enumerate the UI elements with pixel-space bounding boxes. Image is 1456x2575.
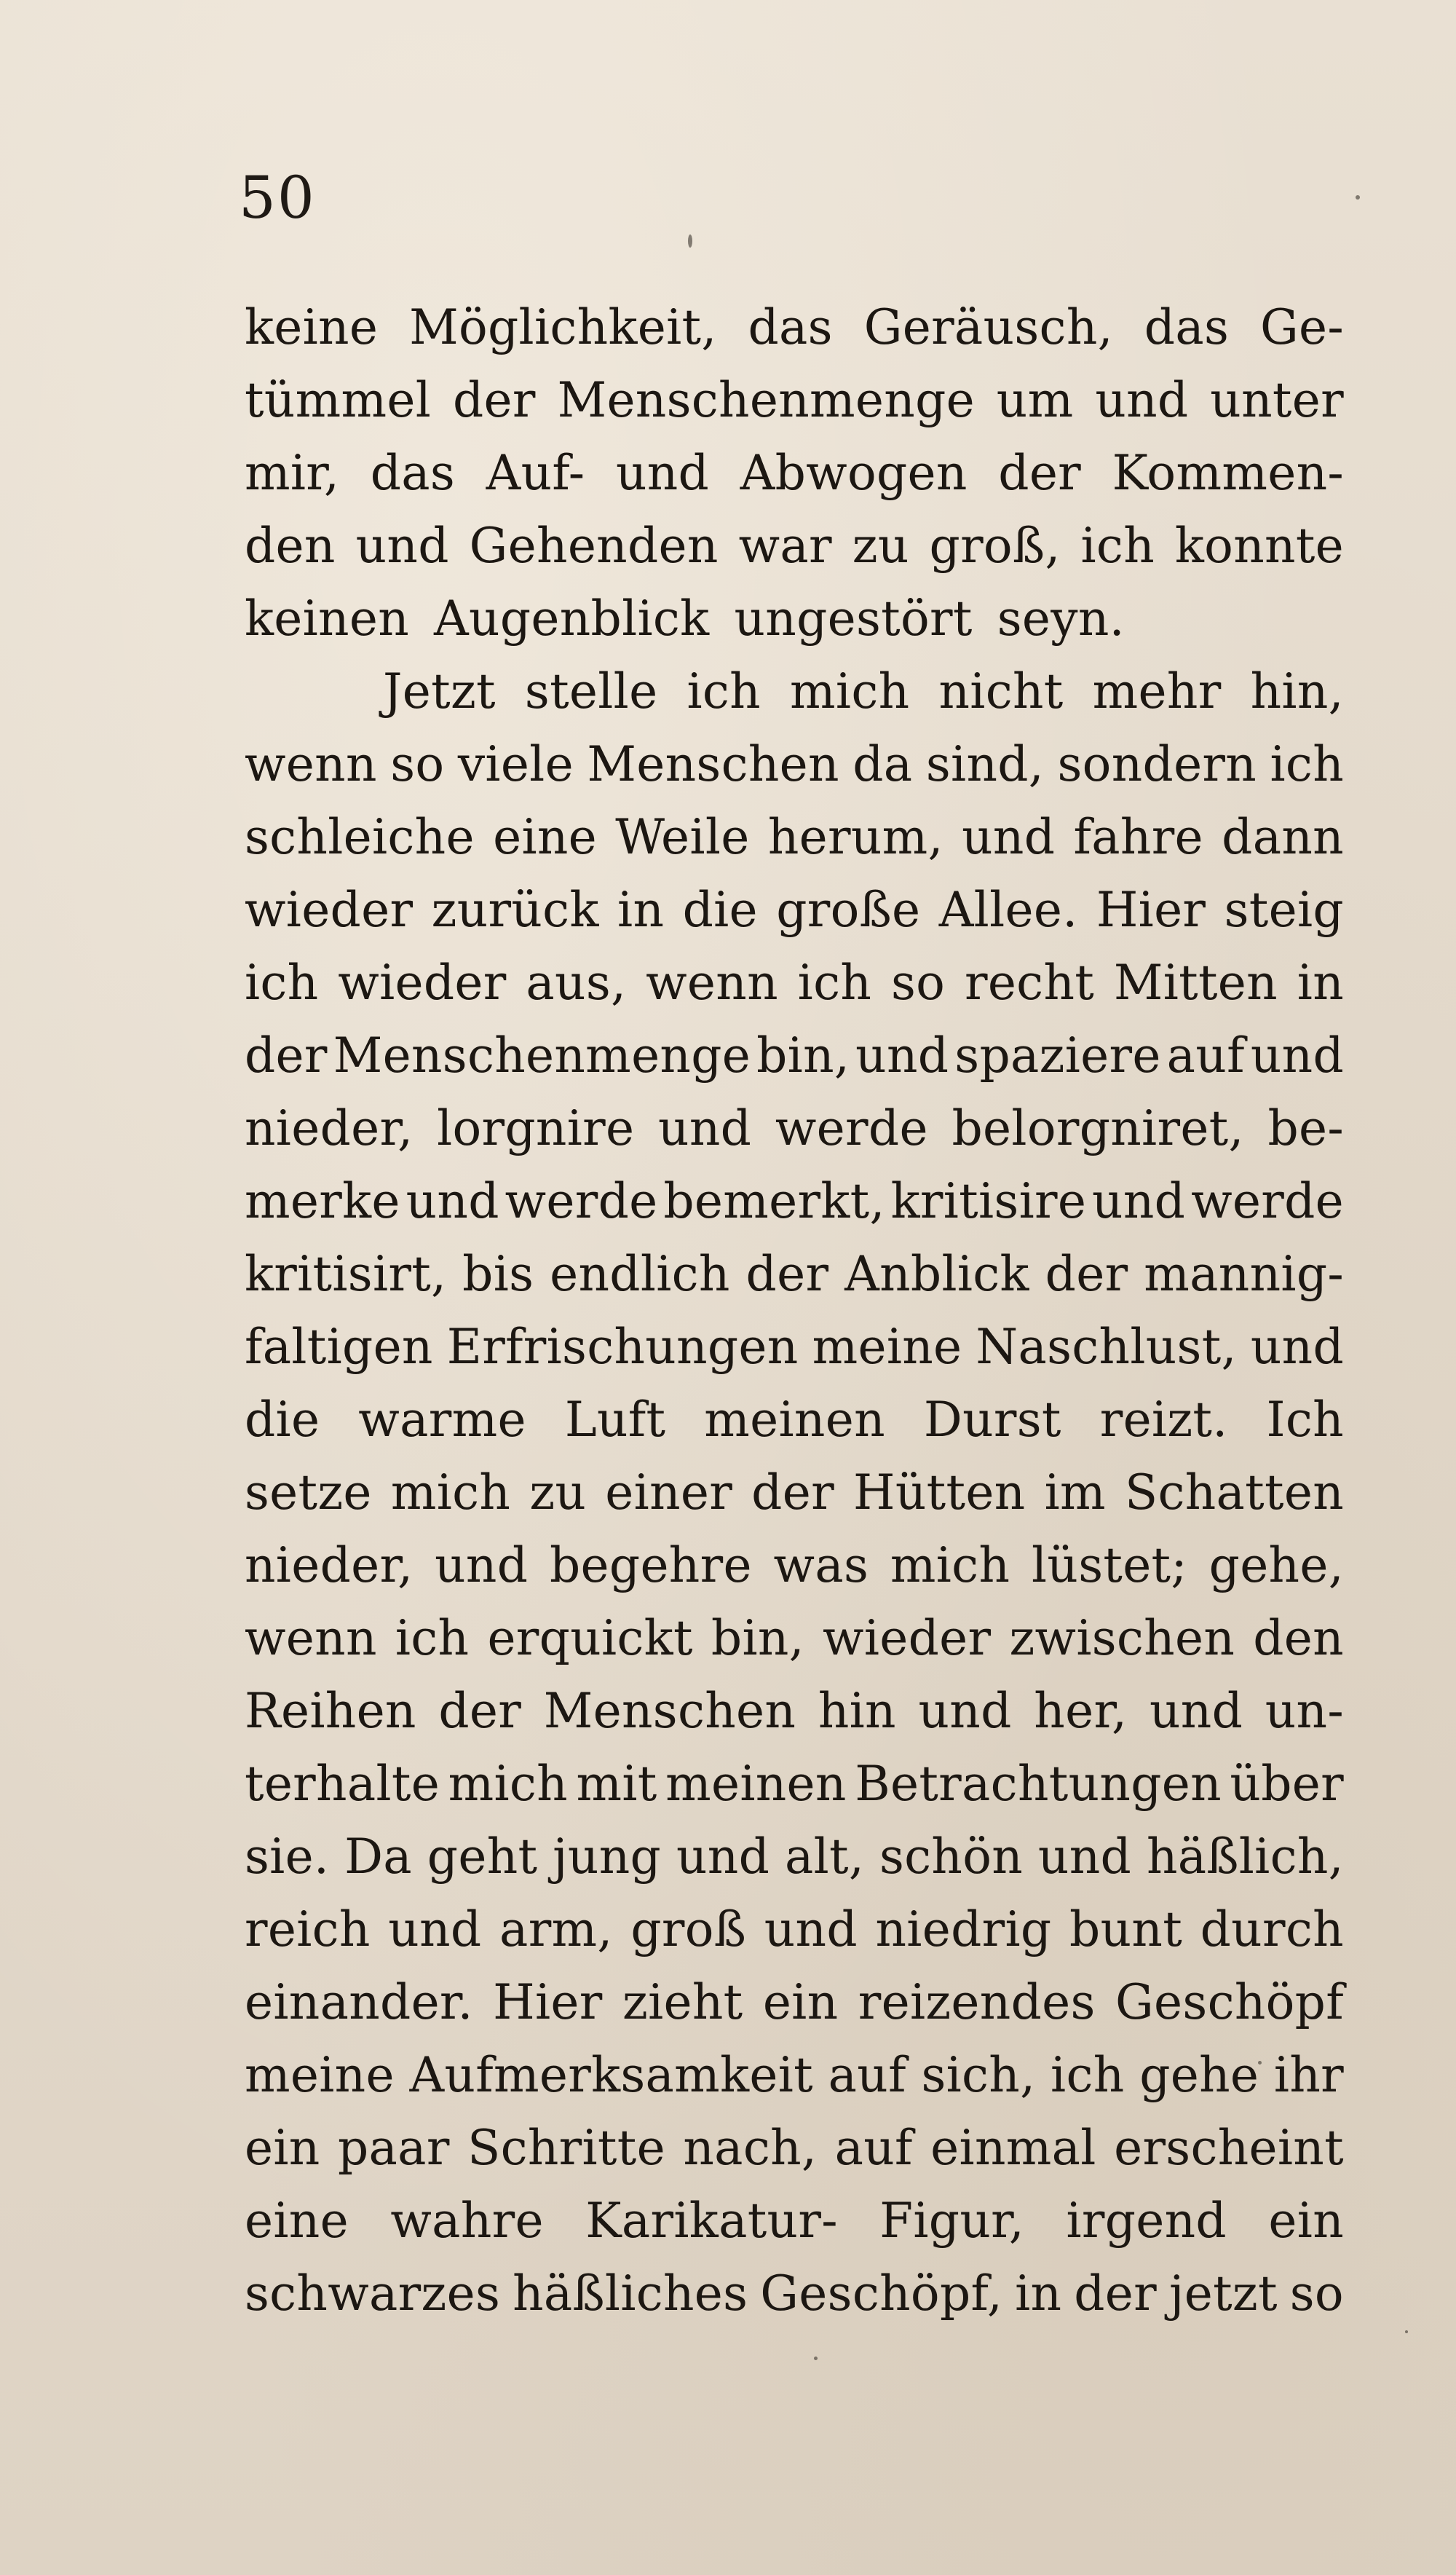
word: ein — [1268, 2193, 1344, 2249]
word: Menschenmenge — [333, 1028, 751, 1084]
text-line — [245, 2257, 1344, 2330]
word: häßlich, — [1146, 1829, 1344, 1885]
word: alt, — [784, 1829, 865, 1885]
word: niedrig — [875, 1901, 1052, 1957]
word: und — [1092, 1173, 1186, 1229]
word: Gehenden — [469, 518, 719, 574]
word: Hütten — [853, 1464, 1026, 1521]
word: Hier — [493, 1974, 603, 2030]
word: wieder — [338, 955, 507, 1011]
word: terhalte — [245, 1756, 440, 1812]
word: und — [615, 445, 710, 501]
word: und — [435, 1537, 529, 1593]
text-line — [245, 510, 1344, 583]
word: im — [1044, 1464, 1106, 1521]
word: stelle — [524, 663, 658, 719]
word: meinen — [665, 1756, 847, 1812]
word: bin, — [711, 1610, 804, 1666]
word: und — [1095, 372, 1189, 428]
word: Luft — [564, 1392, 666, 1448]
word: belorgniret, — [951, 1100, 1244, 1156]
text-line — [245, 2039, 1344, 2112]
word: über — [1230, 1756, 1344, 1812]
word: warme — [358, 1392, 526, 1448]
word: mich — [448, 1756, 568, 1812]
word: das — [748, 299, 833, 355]
text-line — [245, 1602, 1344, 1675]
word: der — [745, 1246, 829, 1302]
word: steig — [1224, 882, 1344, 938]
word: der — [452, 372, 536, 428]
word: Aufmerksamkeit — [409, 2047, 813, 2103]
word: der — [751, 1464, 834, 1521]
word: keine — [245, 299, 379, 355]
word: werde — [505, 1173, 658, 1229]
text-line — [245, 1821, 1344, 1893]
text-line — [245, 874, 1344, 947]
word: Erfrischungen — [446, 1319, 799, 1375]
word: auf — [828, 2047, 906, 2103]
text-line — [245, 1238, 1344, 1311]
word: der — [245, 1028, 328, 1084]
word: Durst — [923, 1392, 1061, 1448]
word: jung — [553, 1829, 662, 1885]
word: den — [245, 518, 336, 574]
word: reich — [245, 1901, 371, 1957]
text-line — [245, 291, 1344, 364]
word: und — [676, 1829, 770, 1885]
page-number: 50 — [239, 164, 316, 232]
word: hin, — [1250, 663, 1344, 719]
word: Kommen- — [1112, 445, 1344, 501]
word: reizt. — [1099, 1392, 1228, 1448]
word: sie. — [245, 1829, 330, 1885]
word: eine — [245, 2193, 349, 2249]
word: wenn — [646, 955, 778, 1011]
word: die — [682, 882, 758, 938]
word: einer — [605, 1464, 733, 1521]
word: herum, — [767, 809, 943, 865]
text-line — [245, 2185, 1344, 2257]
word: zurück — [431, 882, 599, 938]
word: und — [855, 1028, 949, 1084]
word: ich — [1270, 736, 1344, 792]
text-line — [245, 1748, 1344, 1821]
word: war — [738, 518, 832, 574]
word: zieht — [622, 1974, 743, 2030]
word: wenn — [245, 736, 377, 792]
word: sich, — [921, 2047, 1036, 2103]
word: und — [1149, 1683, 1243, 1739]
text-line — [245, 1456, 1344, 1529]
text-line — [245, 583, 1344, 655]
word: meinen — [704, 1392, 885, 1448]
word: sondern — [1057, 736, 1257, 792]
text-line — [245, 1020, 1344, 1092]
word: so — [1289, 2266, 1344, 2322]
word: häßliches — [513, 2266, 748, 2322]
word: ich — [797, 955, 872, 1011]
word: mich — [790, 663, 910, 719]
word: spaziere — [954, 1028, 1161, 1084]
text-line — [245, 1893, 1344, 1966]
word: paar — [337, 2120, 450, 2176]
word: und — [355, 518, 449, 574]
word: Naschlust, — [976, 1319, 1237, 1375]
word: kritisire — [890, 1173, 1087, 1229]
word: Weile — [615, 809, 750, 865]
word: das — [370, 445, 456, 501]
word: und — [1250, 1319, 1344, 1375]
word: sind, — [925, 736, 1045, 792]
word: auf — [834, 2120, 913, 2176]
word: wenn — [245, 1610, 377, 1666]
word: irgend — [1066, 2193, 1227, 2249]
word: seyn. — [997, 591, 1125, 647]
paper-speck — [688, 234, 692, 248]
word: wieder — [245, 882, 414, 938]
text-line — [245, 437, 1344, 510]
word: groß, — [929, 518, 1061, 574]
text-line — [245, 1311, 1344, 1384]
paper-speck — [1356, 195, 1360, 200]
text-line — [245, 801, 1344, 874]
word: um — [996, 372, 1074, 428]
word: mich — [890, 1537, 1010, 1593]
word: auf — [1166, 1028, 1245, 1084]
word: Jetzt — [383, 663, 496, 719]
word: mir, — [245, 445, 340, 501]
word: endlich — [550, 1246, 730, 1302]
text-line — [245, 947, 1344, 1020]
word: schön — [879, 1829, 1024, 1885]
word: Geräusch, — [863, 299, 1113, 355]
word: und — [962, 809, 1056, 865]
word: der — [1074, 2266, 1158, 2322]
word: und — [388, 1901, 482, 1957]
word: werde — [1191, 1173, 1344, 1229]
word: den — [1253, 1610, 1344, 1666]
word: Geschöpf, — [760, 2266, 1003, 2322]
word: Möglichkeit, — [409, 299, 717, 355]
word: Menschenmenge — [557, 372, 975, 428]
word: faltigen — [245, 1319, 433, 1375]
word: reizendes — [858, 1974, 1096, 2030]
word: große — [776, 882, 921, 938]
word: nieder, — [245, 1100, 414, 1156]
word: und — [658, 1100, 752, 1156]
paper-speck — [1405, 2330, 1408, 2333]
word: eine — [493, 809, 598, 865]
word: jetzt — [1168, 2266, 1278, 2322]
word: Figur, — [879, 2193, 1025, 2249]
word: zwischen — [1009, 1610, 1235, 1666]
word: erquickt — [487, 1610, 693, 1666]
word: einmal — [930, 2120, 1096, 2176]
text-line — [245, 1529, 1344, 1602]
text-line — [245, 728, 1344, 801]
word: Schritte — [467, 2120, 665, 2176]
word: und — [918, 1683, 1012, 1739]
word: und — [1250, 1028, 1344, 1084]
word: Betrachtungen — [855, 1756, 1222, 1812]
word: un- — [1265, 1683, 1344, 1739]
word: durch — [1200, 1901, 1344, 1957]
word: ein — [762, 1974, 839, 2030]
word: ihr — [1273, 2047, 1344, 2103]
word: Karikatur- — [585, 2193, 838, 2249]
word: nicht — [938, 663, 1064, 719]
word: merke — [245, 1173, 400, 1229]
word: her, — [1034, 1683, 1128, 1739]
word: Hier — [1096, 882, 1206, 938]
word: in — [1297, 955, 1344, 1011]
word: kritisirt, — [245, 1246, 447, 1302]
word: ein — [245, 2120, 320, 2176]
word: lorgnire — [437, 1100, 635, 1156]
word: ich — [245, 955, 319, 1011]
word: das — [1144, 299, 1230, 355]
word: in — [1015, 2266, 1062, 2322]
word: geht — [427, 1829, 538, 1885]
body-text — [245, 291, 1344, 2330]
text-line — [245, 1966, 1344, 2039]
word: mannig- — [1144, 1246, 1344, 1302]
word: schwarzes — [245, 2266, 501, 2322]
word: arm, — [499, 1901, 613, 1957]
word: setze — [245, 1464, 372, 1521]
word: Mitten — [1113, 955, 1278, 1011]
word: so — [890, 955, 946, 1011]
text-line — [245, 2112, 1344, 2185]
word: keinen — [245, 591, 410, 647]
word: Ge- — [1260, 299, 1344, 355]
word: bunt — [1069, 1901, 1183, 1957]
word: mich — [390, 1464, 511, 1521]
word: Ich — [1266, 1392, 1344, 1448]
word: meine — [245, 2047, 395, 2103]
word: nieder, — [245, 1537, 414, 1593]
word: und — [405, 1173, 499, 1229]
word: ich — [1080, 518, 1155, 574]
text-line — [245, 1675, 1344, 1748]
word: Reihen — [245, 1683, 416, 1739]
word: Da — [344, 1829, 412, 1885]
word: erscheint — [1114, 2120, 1344, 2176]
word: be- — [1267, 1100, 1344, 1156]
word: werde — [775, 1100, 928, 1156]
word: die — [245, 1392, 320, 1448]
word: Auf- — [486, 445, 585, 501]
word: mehr — [1092, 663, 1222, 719]
word: einander. — [245, 1974, 473, 2030]
word: meine — [812, 1319, 962, 1375]
word: aus, — [526, 955, 627, 1011]
word: der — [1045, 1246, 1128, 1302]
word: bemerkt, — [663, 1173, 885, 1229]
word: Abwogen — [740, 445, 968, 501]
word: viele — [457, 736, 574, 792]
word: ich — [687, 663, 761, 719]
text-line — [245, 1092, 1344, 1165]
word: Augenblick — [434, 591, 710, 647]
word: konnte — [1174, 518, 1344, 574]
word: recht — [964, 955, 1095, 1011]
text-line — [245, 655, 1344, 728]
word: in — [617, 882, 665, 938]
word: ich — [395, 1610, 470, 1666]
word: ungestört — [734, 591, 973, 647]
word: was — [773, 1537, 869, 1593]
word: zu — [852, 518, 909, 574]
word: begehre — [549, 1537, 752, 1593]
text-line — [245, 1384, 1344, 1456]
word: nach, — [683, 2120, 818, 2176]
word: wahre — [390, 2193, 544, 2249]
paper-speck — [814, 2357, 818, 2360]
word: zu — [529, 1464, 587, 1521]
word: Allee. — [938, 882, 1078, 938]
word: gehe, — [1208, 1537, 1344, 1593]
word: lüstet; — [1031, 1537, 1187, 1593]
word: hin — [818, 1683, 896, 1739]
word: der — [998, 445, 1082, 501]
word: unter — [1210, 372, 1344, 428]
word: da — [852, 736, 913, 792]
word: gehe — [1139, 2047, 1259, 2103]
word: so — [390, 736, 445, 792]
word: groß — [630, 1901, 747, 1957]
word: bin, — [756, 1028, 850, 1084]
word: Menschen — [587, 736, 839, 792]
text-line — [245, 1165, 1344, 1238]
word: mit — [576, 1756, 657, 1812]
word: bis — [462, 1246, 534, 1302]
word: und — [764, 1901, 858, 1957]
word: Anblick — [844, 1246, 1029, 1302]
word: fahre — [1073, 809, 1203, 865]
word: und — [1037, 1829, 1132, 1885]
word: der — [438, 1683, 522, 1739]
word: ich — [1051, 2047, 1125, 2103]
word: tümmel — [245, 372, 432, 428]
word: Schatten — [1124, 1464, 1344, 1521]
text-line — [245, 364, 1344, 437]
word: wieder — [823, 1610, 992, 1666]
word: Menschen — [543, 1683, 796, 1739]
word: schleiche — [245, 809, 475, 865]
word: dann — [1222, 809, 1344, 865]
word: Geschöpf — [1115, 1974, 1344, 2030]
